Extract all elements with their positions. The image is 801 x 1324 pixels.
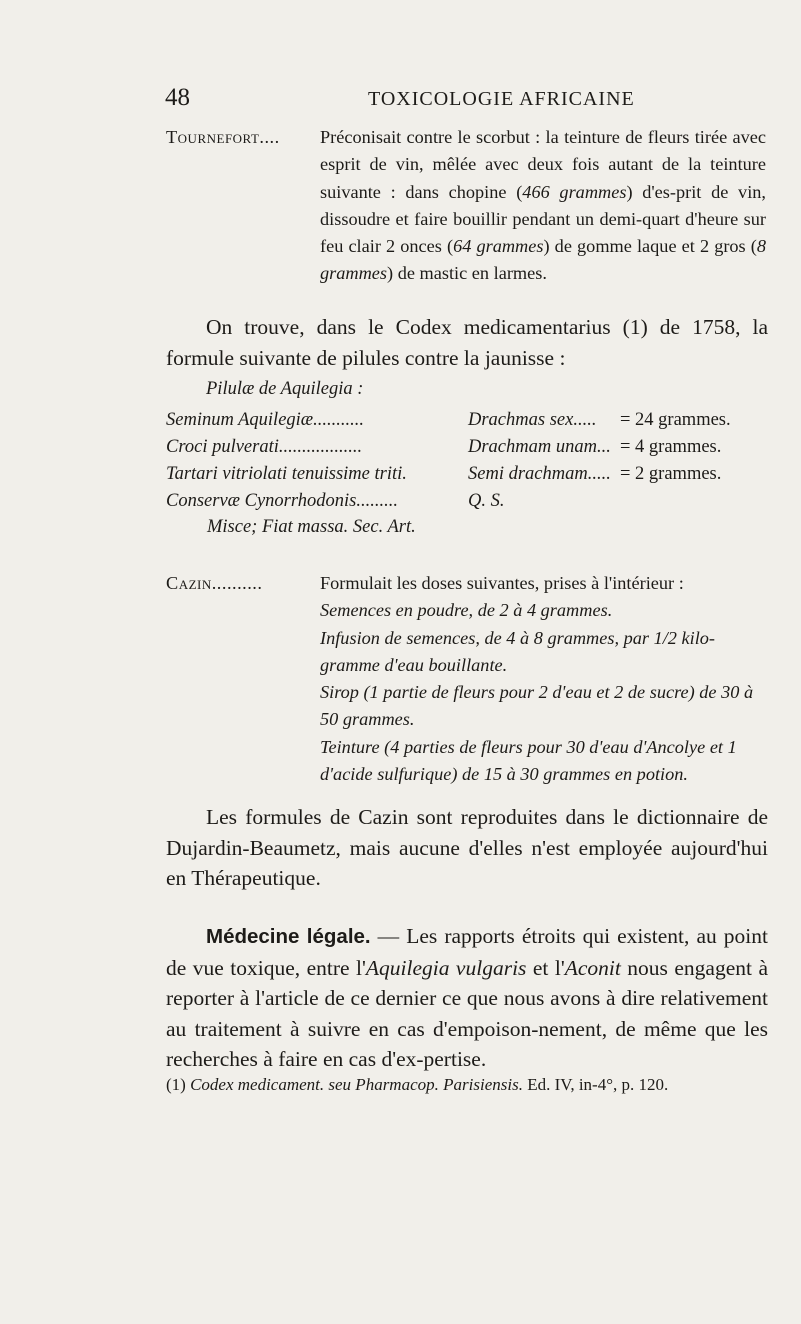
page-number: 48 xyxy=(165,84,190,111)
dose-line: Infusion de semences, de 4 à 8 grammes, par 1/2 kilo-gramme d'eau bouillante. xyxy=(320,627,716,675)
dose-line: Semences en poudre, de 2 à 4 grammes. xyxy=(320,600,613,621)
footnote-mark: (1) xyxy=(166,1075,186,1094)
paragraph-text: On trouve, dans le Codex medicamentarius (1) de 1758, la formule suivante de pilules contre la jaunisse : xyxy=(166,315,768,370)
formula-row xyxy=(166,437,770,463)
cazin-entry xyxy=(166,570,768,788)
italic-segment: Aconit xyxy=(564,955,621,980)
running-title: TOXICOLOGIE AFRICAINE xyxy=(368,88,635,110)
dose-line: Sirop (1 partie de fleurs pour 2 d'eau et 2 de sucre) de 30 à 50 grammes. xyxy=(320,682,754,730)
ingredient: Conservæ Cynorrhodonis......... xyxy=(166,491,398,511)
intro-paragraph xyxy=(166,312,768,373)
entry-text xyxy=(320,124,766,288)
dose: Q. S. xyxy=(468,491,505,511)
formula-row xyxy=(166,464,770,490)
footnote-details: Ed. IV, in-4°, p. 120. xyxy=(522,1075,669,1094)
ingredient: Tartari vitriolati tenuissime triti. xyxy=(166,464,407,484)
formula-row xyxy=(166,410,770,436)
dose: Semi drachmam..... xyxy=(468,464,611,484)
dose: Drachmam unam... xyxy=(468,437,611,457)
section-heading: Médecine légale. xyxy=(206,925,371,948)
formula-row xyxy=(166,491,770,517)
grams: = 24 grammes. xyxy=(620,410,731,430)
text-segment: nous engagent à reporter à l'article de ce dernier ce que nous avons à dire relativement au traitement à suivre en cas d'empoison-nement, de même que les recherches à faire en cas d'ex-pertise. xyxy=(166,955,768,1071)
grams: = 4 grammes. xyxy=(620,437,722,457)
formula-title: Pilulæ de Aquilegia : xyxy=(206,379,364,399)
paragraph-text: Les formules de Cazin sont reproduites dans le dictionnaire de Dujardin-Beaumetz, mais aucune d'elles n'est employée aujourd'hui en Thérapeutique. xyxy=(166,805,768,890)
entry-text: Formulait les doses suivantes, prises à l'intérieur : xyxy=(320,573,684,593)
medecine-paragraph xyxy=(166,921,768,1075)
italic-segment: 8 grammes xyxy=(320,236,767,284)
ingredient: Croci pulverati.................. xyxy=(166,437,363,457)
formula-instruction: Misce; Fiat massa. Sec. Art. xyxy=(207,517,416,537)
italic-segment: 466 grammes xyxy=(522,181,627,202)
footnote xyxy=(166,1075,668,1095)
entry-author: Cazin.......... xyxy=(166,573,263,593)
text-segment: ) de mastic en larmes. xyxy=(387,263,547,284)
entry-author: Tournefort.... xyxy=(166,127,280,147)
italic-segment: Aquilegia vulgaris xyxy=(365,955,527,980)
grams: = 2 grammes. xyxy=(620,464,722,484)
italic-segment: 64 grammes xyxy=(453,236,544,257)
ingredient: Seminum Aquilegiæ........... xyxy=(166,410,365,430)
dose-line: Teinture (4 parties de fleurs pour 30 d'eau d'Ancolye et 1 d'acide sulfurique) de 15 à 30 grammes en potion. xyxy=(320,736,737,785)
text-segment: et l' xyxy=(526,955,565,980)
dose: Drachmas sex..... xyxy=(468,410,597,430)
page-header xyxy=(0,84,801,114)
text-segment: ) d'es-prit de vin, dissoudre et faire bouillir pendant un demi-quart d'heure sur feu clair 2 onces ( xyxy=(320,181,766,257)
footnote-title: Codex medicament. seu Pharmacop. Parisiensis. xyxy=(190,1075,523,1094)
formules-paragraph xyxy=(166,802,768,894)
text-segment: — Les rapports étroits qui existent, au point de vue toxique, entre l' xyxy=(166,924,768,980)
tournefort-entry xyxy=(166,124,766,288)
text-segment: Préconisait contre le scorbut : la teinture de fleurs tirée avec esprit de vin, mêlée avec deux fois autant de la teinture suivante : dans chopine ( xyxy=(320,127,766,202)
text-segment: ) de gomme laque et 2 gros ( xyxy=(543,236,757,257)
